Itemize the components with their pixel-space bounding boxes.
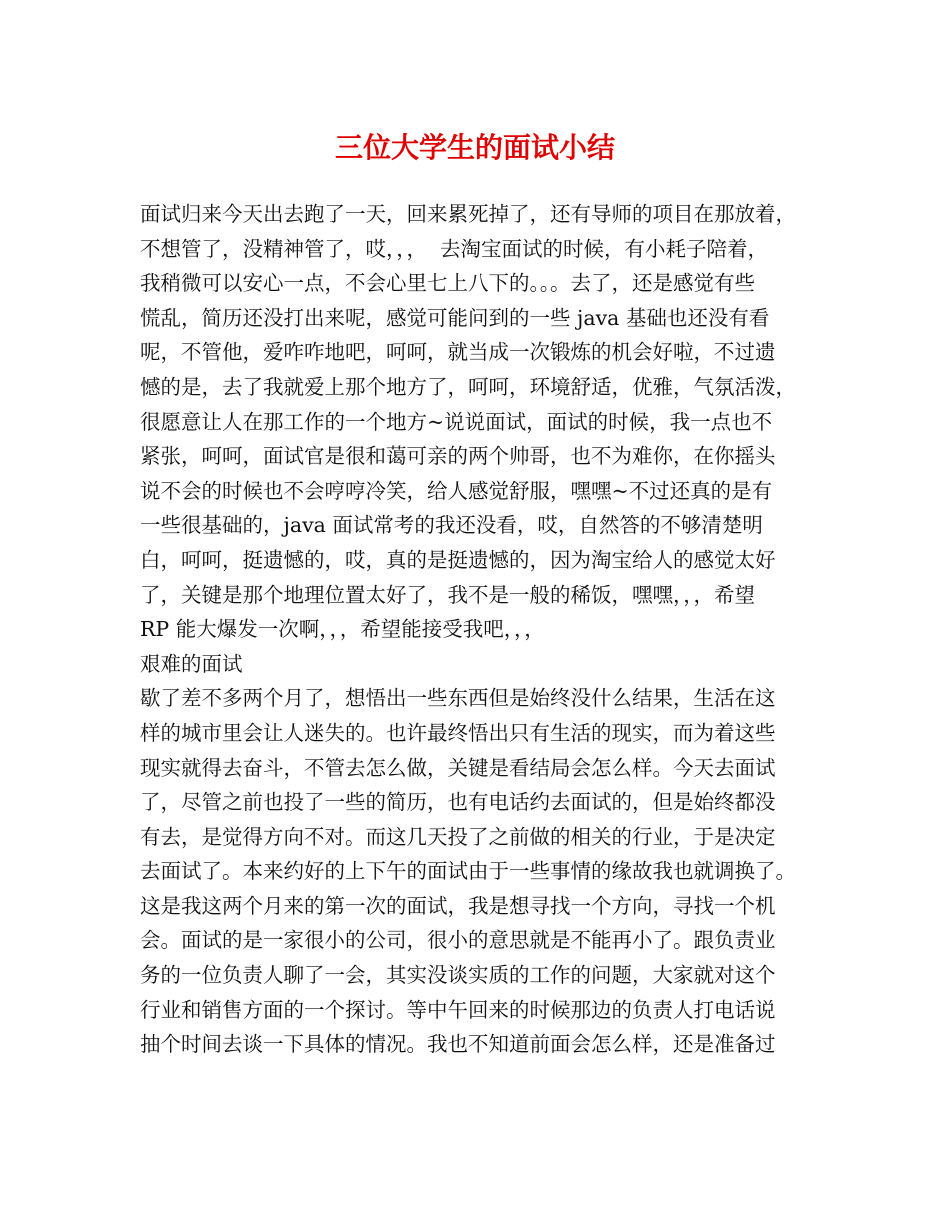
- text-line: 样的城市里会让人迷失的。也许最终悟出只有生活的现实，而为着这些: [140, 720, 776, 745]
- text-line: 说不会的时候也不会哼哼冷笑，给人感觉舒服，嘿嘿~不过还真的是有: [140, 478, 773, 503]
- text-line: 很愿意让人在那工作的一个地方~说说面试，面试的时候，我一点也不: [140, 409, 773, 434]
- text-line: 务的一位负责人聊了一会，其实没谈实质的工作的问题，大家就对这个: [140, 963, 776, 988]
- text-line: 这是我这两个月来的第一次的面试，我是想寻找一个方向，寻找一个机: [140, 893, 776, 918]
- document-body: [140, 197, 820, 1062]
- text-line: 白，呵呵，挺遗憾的，哎，真的是挺遗憾的，因为淘宝给人的感觉太好: [140, 547, 776, 572]
- text-line: 行业和销售方面的一个探讨。等中午回来的时候那边的负责人打电话说: [140, 997, 776, 1022]
- text-line: 了，关键是那个地理位置太好了，我不是一般的稀饭，嘿嘿，，，希望: [140, 582, 755, 607]
- text-line: RP 能大爆发一次啊，，，希望能接受我吧，，，: [140, 617, 545, 642]
- text-line: 不想管了，没精神管了，哎，，， 去淘宝面试的时候，有小耗子陪着，: [140, 236, 769, 261]
- text-line: 我稍微可以安心一点，不会心里七上八下的。。。去了，还是感觉有些: [140, 271, 755, 296]
- document-title: 三位大学生的面试小结: [334, 131, 615, 164]
- text-line: 憾的是，去了我就爱上那个地方了，呵呵，环境舒适，优雅，气氛活泼，: [140, 374, 796, 399]
- text-line: 面试归来今天出去跑了一天，回来累死掉了，还有导师的项目在那放着，: [140, 202, 796, 226]
- text-line: 抽个时间去谈一下具体的情况。我也不知道前面会怎么样，还是准备过: [140, 1032, 776, 1057]
- text-line: 有去，是觉得方向不对。而这几天投了之前做的相关的行业，于是决定: [140, 824, 776, 849]
- text-line: 去面试了。本来约好的上下午的面试由于一些事情的缘故我也就调换了。: [140, 859, 796, 884]
- text-line: 歇了差不多两个月了，想悟出一些东西但是始终没什么结果，生活在这: [140, 686, 776, 711]
- text-line: 现实就得去奋斗，不管去怎么做，关键是看结局会怎么样。今天去面试: [140, 755, 776, 780]
- text-line: 一些很基础的，java 面试常考的我还没看，哎，自然答的不够清楚明: [140, 513, 763, 538]
- text-line: 呢，不管他，爱咋咋地吧，呵呵，就当成一次锻炼的机会好啦，不过遗: [140, 340, 776, 365]
- text-line: 慌乱，简历还没打出来呢，感觉可能问到的一些 java 基础也还没有看: [140, 305, 770, 330]
- text-line: 了，尽管之前也投了一些的简历，也有电话约去面试的，但是始终都没: [140, 790, 776, 815]
- text-line: 会。面试的是一家很小的公司，很小的意思就是不能再小了。跟负责业: [140, 928, 776, 953]
- text-line: 紧张，呵呵，面试官是很和蔼可亲的两个帅哥，也不为难你，在你摇头: [140, 444, 776, 469]
- section-heading: 艰难的面试: [140, 651, 243, 676]
